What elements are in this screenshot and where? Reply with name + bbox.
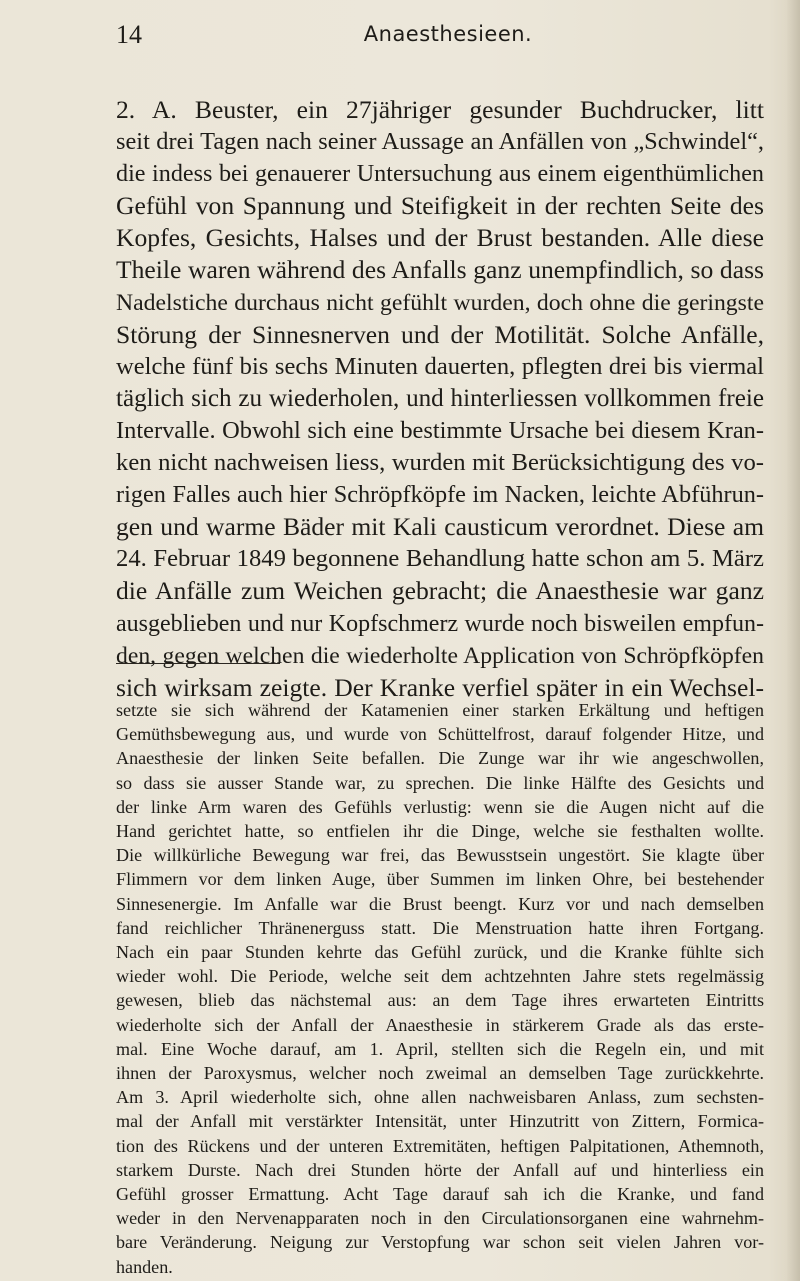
main-text-line: die Anfälle zum Weichen gebracht; die Anaesthesie war ganz	[116, 576, 764, 606]
main-text-line: die indess bei genauerer Untersuchung aus einem eigenthümlichen	[116, 160, 764, 188]
footnote-line: setzte sie sich während der Katamenien einer starken Erkältung und heftigen	[116, 700, 764, 720]
main-text-line: 24. Februar 1849 begonnene Behandlung hatte schon am 5. März	[116, 545, 764, 573]
main-text-line: 2. A. Beuster, ein 27jähriger gesunder Buchdrucker, litt	[116, 95, 764, 124]
footnote-line: Gemüthsbewegung aus, und wurde von Schüttelfrost, darauf folgender Hitze, und	[116, 724, 764, 745]
footnote-line: mal der Anfall mit verstärkter Intensität, unter Hinzutritt von Zittern, Formica-	[116, 1111, 764, 1132]
footnote-line: mal. Eine Woche darauf, am 1. April, stellten sich die Regeln ein, und mit	[116, 1038, 764, 1059]
page-header	[116, 12, 780, 52]
main-text-line: den, gegen welchen die wiederholte Application von Schröpfköpfen	[116, 642, 764, 669]
footnote-line: der linke Arm waren des Gefühls verlustig: wenn sie die Augen nicht auf die	[116, 796, 764, 817]
footnote-line: wiederholte sich der Anfall der Anaesthesie in stärkerem Grade als das erste-	[116, 1014, 764, 1035]
footnote-line: bare Veränderung. Neigung zur Verstopfung war schon seit vielen Jahren vor-	[116, 1232, 764, 1253]
footnote-line: Anaesthesie der linken Seite befallen. Die Zunge war ihr wie angeschwollen,	[116, 748, 764, 769]
main-text-line: rigen Falles auch hier Schröpfköpfe im Nacken, leichte Abführun-	[116, 481, 764, 509]
main-text-line: Intervalle. Obwohl sich eine bestimmte Ursache bei diesem Kran-	[116, 416, 764, 444]
footnote-line: tion des Rückens und der unteren Extremitäten, heftigen Palpitationen, Athemnoth,	[116, 1135, 764, 1156]
footnote-line: gewesen, blieb das nächstemal aus: an dem Tage ihres erwarteten Eintritts	[116, 990, 764, 1011]
main-text-line: Gefühl von Spannung und Steifigkeit in der rechten Seite des	[116, 191, 764, 221]
footnote-line: Nach ein paar Stunden kehrte das Gefühl zurück, und die Kranke fühlte sich	[116, 942, 764, 963]
footnote-line: fand reichlicher Thränenerguss statt. Die Menstruation hatte ihren Fortgang.	[116, 917, 764, 938]
main-text-line: ken nicht nachweisen liess, wurden mit Berücksichtigung des vo-	[116, 449, 764, 477]
footnote-line: ihnen der Paroxysmus, welcher noch zweimal an demselben Tage zurückkehrte.	[116, 1063, 764, 1084]
main-text-line: Störung der Sinnesnerven und der Motilität. Solche Anfälle,	[116, 319, 764, 349]
main-text-line: Theile waren während des Anfalls ganz unempfindlich, so dass	[116, 255, 764, 285]
main-text-line: seit drei Tagen nach seiner Aussage an Anfällen von „Schwindel“,	[116, 128, 764, 156]
footnote-line: Gefühl grosser Ermattung. Acht Tage darauf sah ich die Kranke, und fand	[116, 1184, 764, 1205]
main-text-line: Nadelstiche durchaus nicht gefühlt wurden, doch ohne die geringste	[116, 289, 764, 316]
running-title: Anaesthesieen.	[363, 22, 533, 46]
main-text-line: ausgeblieben und nur Kopfschmerz wurde noch bisweilen empfun-	[116, 610, 764, 637]
footnote-divider	[116, 663, 280, 664]
footnote-line: wieder wohl. Die Periode, welche seit dem achtzehnten Jahre stets regelmässig	[116, 966, 764, 987]
footnote-line: Flimmern vor dem linken Auge, über Summen im linken Ohre, bei bestehender	[116, 869, 764, 890]
main-text-line: gen und warme Bäder mit Kali causticum verordnet. Diese am	[116, 512, 764, 542]
footnote-line: Am 3. April wiederholte sich, ohne allen nachweisbaren Anlass, zum sechsten-	[116, 1087, 764, 1108]
footnote-line: Hand gerichtet hatte, so entfielen ihr die Dinge, welche sie festhalten wollte.	[116, 821, 764, 842]
footnote-line: Die willkürliche Bewegung war frei, das Bewusstsein ungestört. Sie klagte über	[116, 845, 764, 866]
footnote-line: so dass sie ausser Stande war, zu sprechen. Die linke Hälfte des Gesichts und	[116, 772, 764, 793]
footnote-line: handen.	[116, 1256, 173, 1277]
main-text-line: welche fünf bis sechs Minuten dauerten, pflegten drei bis viermal	[116, 352, 764, 380]
main-text	[116, 94, 764, 704]
page-edge-shadow	[786, 0, 800, 1281]
footnote-line: weder in den Nervenapparaten noch in den Circulationsorganen eine wahrnehm-	[116, 1208, 764, 1229]
main-text-line: täglich sich zu wiederholen, und hinterliessen vollkommen freie	[116, 384, 764, 412]
footnote	[116, 698, 764, 1279]
footnote-line: starkem Durste. Nach drei Stunden hörte der Anfall auf und hinterliess ein	[116, 1159, 764, 1180]
footnote-line: Sinnesenergie. Im Anfalle war die Brust beengt. Kurz vor und nach demselben	[116, 893, 764, 914]
main-text-line: sich wirksam zeigte. Der Kranke verfiel später in ein Wechsel-	[116, 672, 764, 702]
page-number: 14	[116, 20, 142, 49]
main-text-line: Kopfes, Gesichts, Halses und der Brust bestanden. Alle diese	[116, 223, 764, 253]
